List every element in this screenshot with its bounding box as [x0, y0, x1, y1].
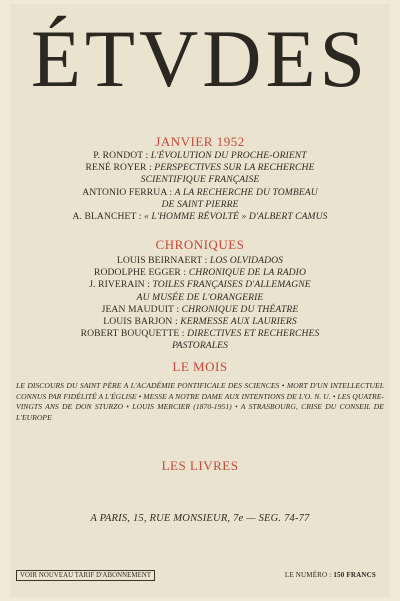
le-mois-heading: LE MOIS	[172, 359, 228, 374]
chronique-entry-author: ROBERT BOUQUETTE :	[80, 328, 185, 340]
chronique-entry	[10, 267, 390, 279]
publisher-address: A PARIS, 15, RUE MONSIEUR, 7e — SEG. 74-77	[90, 513, 310, 524]
article-entry	[10, 150, 390, 162]
price-label: LE NUMÉRO :	[284, 571, 332, 579]
chronique-entry	[10, 255, 390, 267]
chronique-entry-author: J. RIVERAIN :	[89, 279, 150, 291]
article-entry-title: « L'HOMME RÉVOLTÉ » D'ALBERT CAMUS	[144, 211, 328, 223]
articles-list	[10, 150, 390, 223]
chronique-entry-title: TOILES FRANÇAISES D'ALLEMAGNE	[152, 279, 311, 291]
article-entry-title: SCIENTIFIQUE FRANÇAISE	[140, 174, 260, 186]
chronique-entry-title: DIRECTIVES ET RECHERCHES	[187, 328, 320, 340]
chronique-entry-title: LOS OLVIDADOS	[209, 255, 284, 266]
chronique-entry-title: PASTORALES	[171, 340, 229, 352]
chronique-entry	[10, 304, 390, 316]
article-entry	[10, 211, 390, 223]
article-entry-title: DE SAINT PIERRE	[161, 198, 239, 210]
chronique-entry-author: LOUIS BARJON :	[103, 316, 178, 328]
chronique-entry	[10, 316, 390, 328]
chronique-entry-title: CHRONIQUE DU THÉATRE	[181, 303, 299, 315]
chronique-entry	[10, 279, 390, 291]
subscription-note: VOIR NOUVEAU TARIF D'ABONNEMENT	[16, 570, 155, 581]
chronique-entry	[10, 292, 390, 304]
chronique-entry-title: AU MUSÉE DE L'ORANGERIE	[136, 291, 264, 303]
chronique-entry-title: CHRONIQUE DE LA RADIO	[188, 267, 307, 279]
article-entry-author: A. BLANCHET :	[72, 211, 142, 223]
article-entry-author: P. RONDOT :	[93, 150, 149, 161]
le-mois-text: LE DISCOURS DU SAINT PÈRE A L'ACADÉMIE PONTIFICALE DES SCIENCES • MORT D'UN INTELLECTUEL CONNUS PAR FIDÉLITÉ A L'ÉGLISE • MESSE A NOTRE DAME AUX INTENTIONS DE L'O. N. U. • LES QUATRE-VINGTS ANS DE DON STURZO • LOUIS MERCIER (1870-1951) • A STRASBOURG, CRISE DU CONSEIL DE L'EUROPE	[16, 381, 384, 422]
masthead-title: ÉTVDES	[30, 13, 370, 104]
les-livres-heading: LES LIVRES	[161, 458, 239, 473]
chronique-entry	[10, 328, 390, 340]
article-entry	[10, 187, 390, 199]
chronique-entry-title: KERMESSE AUX LAURIERS	[180, 316, 297, 328]
journal-cover	[10, 4, 390, 597]
article-entry	[10, 199, 390, 211]
issue-price	[285, 571, 376, 579]
article-entry	[10, 162, 390, 174]
issue-date: JANVIER 1952	[155, 134, 245, 149]
chronique-entry-author: RODOLPHE EGGER :	[93, 267, 187, 279]
article-entry-title: PERSPECTIVES SUR LA RECHERCHE	[154, 162, 315, 174]
chronique-entry	[10, 340, 390, 352]
chronique-entry-author: JEAN MAUDUIT :	[101, 303, 180, 315]
article-entry	[10, 174, 390, 186]
chroniques-list	[10, 255, 390, 353]
article-entry-title: L'ÉVOLUTION DU PROCHE-ORIENT	[150, 150, 307, 161]
article-entry-author: ANTONIO FERRUA :	[82, 186, 173, 198]
chroniques-heading: CHRONIQUES	[155, 237, 245, 252]
article-entry-title: A LA RECHERCHE DU TOMBEAU	[174, 186, 318, 198]
article-entry-author: RENÉ ROYER :	[85, 162, 152, 174]
chronique-entry-author: LOUIS BEIRNAERT :	[116, 255, 208, 266]
price-value: 150 FRANCS	[333, 571, 376, 579]
